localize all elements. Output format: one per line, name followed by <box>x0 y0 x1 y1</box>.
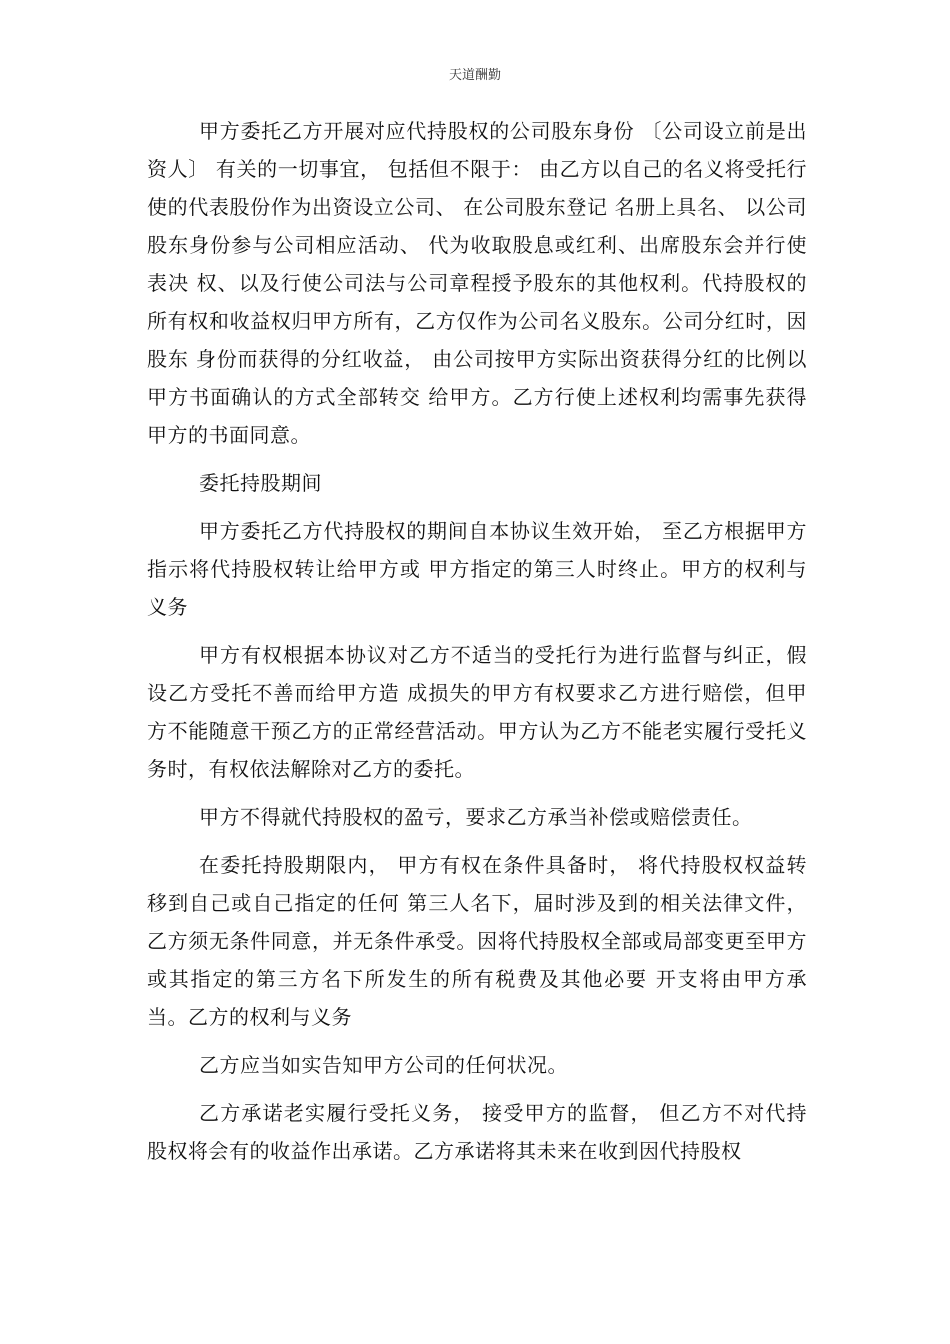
paragraph-equity-transfer: 在委托持股期限内， 甲方有权在条件具备时， 将代持股权权益转移到自己或自己指定的任何 第三人名下，届时涉及到的相关法律文件，乙方须无条件同意，并无条件承受。因将代持股权全部或局部变更至甲方或其指定的第三方名下所发生的所有税费及其他必要 开支将由甲方承当。乙方的权利与义务 <box>147 853 807 1029</box>
page-header: 天道酬勤 <box>448 68 501 83</box>
paragraph-entrustment-period-heading: 委托持股期间 <box>199 471 322 495</box>
paragraph-party-a-supervision: 甲方有权根据本协议对乙方不适当的受托行为进行监督与纠正，假设乙方受托不善而给甲方造 成损失的甲方有权要求乙方进行赔偿，但甲方不能随意干预乙方的正常经营活动。甲方认为乙方不能老实履行受托义务时，有权依法解除对乙方的委托。 <box>147 643 807 781</box>
paragraph-shareholder-rights: 甲方委托乙方开展对应代持股权的公司股东身份 〔公司设立前是出资人〕 有关的一切事宜， 包括但不限于： 由乙方以自己的名义将受托行使的代表股份作为出资设立公司、 在公司股东登记 名册上具名、 以公司股东身份参与公司相应活动、 代为收取股息或红利、出席股东会并行使表决 权、以及行使公司法与公司章程授予股东的其他权利。代持股权的所有权和收益权归甲方所有，乙方仅作为公司名义股东。公司分红时，因股东 身份而获得的分红收益， 由公司按甲方实际出资获得分红的比例以甲方书面确认的方式全部转交 给甲方。乙方行使上述权利均需事先获得甲方的书面同意。 <box>147 119 807 447</box>
paragraph-entrustment-period: 甲方委托乙方代持股权的期间自本协议生效开始， 至乙方根据甲方指示将代持股权转让给甲方或 甲方指定的第三人时终止。甲方的权利与义务 <box>147 519 807 619</box>
paragraph-party-b-commitment: 乙方承诺老实履行受托义务， 接受甲方的监督， 但乙方不对代持股权将会有的收益作出承诺。乙方承诺将其未来在收到因代持股权 <box>147 1101 807 1163</box>
paragraph-no-compensation: 甲方不得就代持股权的盈亏，要求乙方承当补偿或赔偿责任。 <box>199 805 753 829</box>
document-body <box>147 112 807 1180</box>
paragraph-disclosure: 乙方应当如实告知甲方公司的任何状况。 <box>199 1053 568 1077</box>
